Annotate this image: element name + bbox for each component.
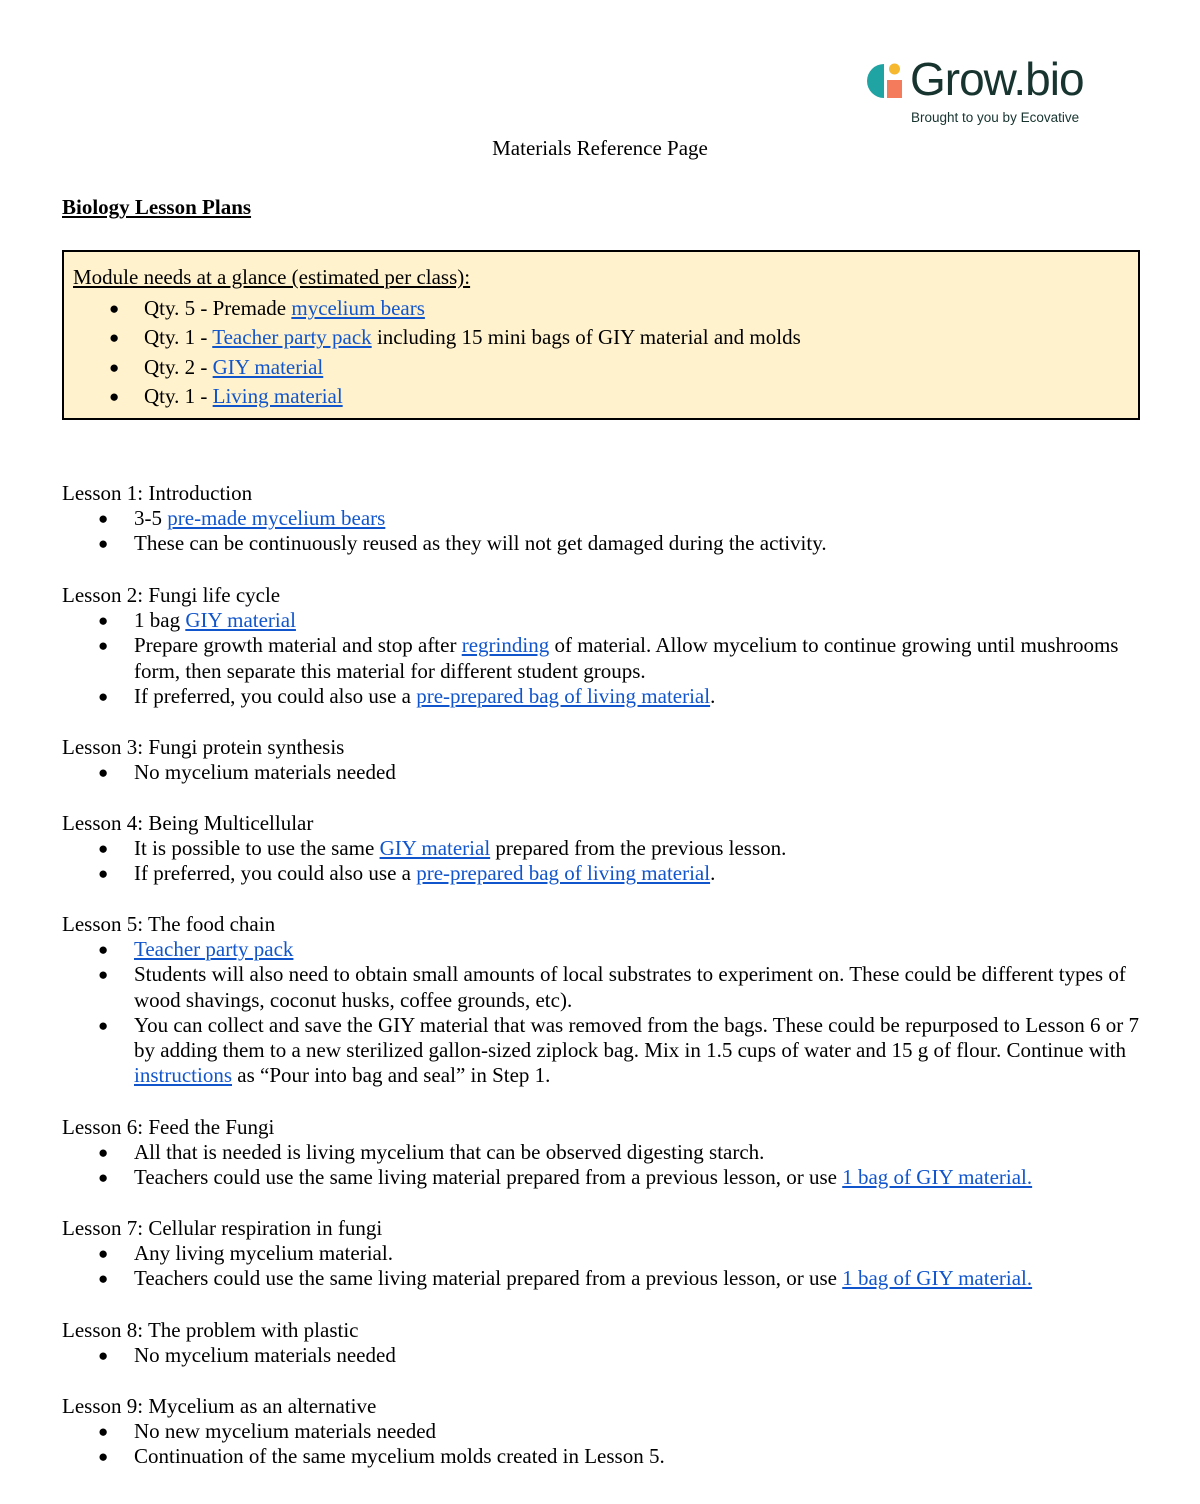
logo-tagline: Brought to you by Ecovative xyxy=(911,110,1080,125)
lesson-title: Lesson 4: Being Multicellular xyxy=(62,811,314,835)
bullet-icon: ● xyxy=(98,763,109,782)
list-item xyxy=(62,1140,1152,1165)
item-text: Students will also need to obtain small amounts of local substrates to experiment on. These could be different types of wood shavings, coconut husks, coffee grounds, etc). xyxy=(134,962,1126,1012)
lesson-7 xyxy=(62,1216,1152,1292)
item-text: These can be continuously reused as they will not get damaged during the activity. xyxy=(134,531,827,556)
bullet-icon: ● xyxy=(98,940,109,959)
list-item xyxy=(62,1343,1152,1368)
growbio-logo-icon xyxy=(866,60,904,102)
bullet-icon: ● xyxy=(109,328,120,348)
resource-link[interactable]: Teacher party pack xyxy=(134,937,294,961)
bullet-icon: ● xyxy=(98,1143,109,1162)
living-material-link[interactable]: Living material xyxy=(212,383,343,408)
lesson-items xyxy=(62,506,1152,557)
list-item xyxy=(62,531,1152,556)
bullet-icon: ● xyxy=(98,1422,109,1441)
list-item xyxy=(62,962,1152,1013)
bullet-icon: ● xyxy=(98,1269,109,1289)
item-text: . xyxy=(710,683,716,708)
lesson-items xyxy=(62,836,1152,887)
bullet-icon: ● xyxy=(98,1447,109,1467)
bullet-icon: ● xyxy=(98,686,109,706)
item-text: 3-5 xyxy=(134,506,168,530)
bullet-icon: ● xyxy=(98,1015,109,1035)
item-text: Continuation of the same mycelium molds created in Lesson 5. xyxy=(134,1444,665,1469)
item-text: Qty. 1 - xyxy=(144,325,213,350)
resource-link[interactable]: 1 bag of GIY material. xyxy=(842,1165,1033,1190)
item-text: Qty. 2 - xyxy=(144,354,213,379)
list-item xyxy=(62,1266,1152,1291)
item-text: All that is needed is living mycelium that can be observed digesting starch. xyxy=(134,1140,765,1164)
lesson-title: Lesson 7: Cellular respiration in fungi xyxy=(62,1216,383,1240)
item-text: Prepare growth material and stop after xyxy=(134,633,462,658)
list-item xyxy=(64,294,801,323)
resource-link[interactable]: GIY material xyxy=(185,608,296,632)
lesson-items xyxy=(62,760,1152,785)
mycelium-bears-link[interactable]: mycelium bears xyxy=(291,296,425,320)
list-item xyxy=(62,608,1152,633)
list-item xyxy=(62,836,1152,861)
bullet-icon: ● xyxy=(98,839,109,858)
list-item xyxy=(62,1013,1152,1089)
item-text: of material. Allow mycelium to continue growing until mushrooms form, then separate this material for different student groups. xyxy=(134,633,1119,683)
item-text: No mycelium materials needed xyxy=(134,760,396,784)
lesson-title: Lesson 9: Mycelium as an alternative xyxy=(62,1394,377,1418)
bullet-icon: ● xyxy=(98,1168,109,1188)
bullet-icon: ● xyxy=(98,509,109,528)
list-item xyxy=(62,1241,1152,1266)
lesson-4 xyxy=(62,811,1152,887)
lesson-items xyxy=(62,937,1152,1089)
list-item xyxy=(62,1165,1152,1190)
item-text: Qty. 5 - Premade xyxy=(144,296,292,320)
item-text: prepared from the previous lesson. xyxy=(490,836,787,860)
item-text: No mycelium materials needed xyxy=(134,1343,396,1367)
list-item xyxy=(62,684,1152,709)
lesson-items xyxy=(62,1419,1152,1470)
teacher-party-pack-link[interactable]: Teacher party pack xyxy=(212,325,372,350)
item-text: Any living mycelium material. xyxy=(134,1241,393,1265)
item-text: . xyxy=(710,861,716,886)
item-text: 1 bag xyxy=(134,608,186,632)
lesson-title: Lesson 5: The food chain xyxy=(62,912,276,936)
list-item xyxy=(62,937,1152,962)
bullet-icon: ● xyxy=(109,357,120,377)
bullet-icon: ● xyxy=(98,864,109,884)
list-item xyxy=(62,861,1152,886)
lesson-items xyxy=(62,1140,1152,1191)
growbio-logo xyxy=(866,53,1126,130)
resource-link[interactable]: pre-made mycelium bears xyxy=(167,506,386,530)
lesson-3 xyxy=(62,735,1152,785)
module-needs-list xyxy=(64,294,801,411)
item-text: Teachers could use the same living material prepared from a previous lesson, or use xyxy=(134,1165,843,1190)
bullet-icon: ● xyxy=(109,386,120,406)
giy-material-link[interactable]: GIY material xyxy=(212,354,324,379)
resource-link[interactable]: 1 bag of GIY material. xyxy=(842,1266,1033,1291)
item-text: including 15 mini bags of GIY material and molds xyxy=(371,325,801,350)
list-item xyxy=(64,353,801,382)
resource-link[interactable]: pre-prepared bag of living material xyxy=(416,683,711,708)
item-text: If preferred, you could also use a xyxy=(134,683,417,708)
item-text: as “Pour into bag and seal” in Step 1. xyxy=(232,1063,551,1088)
logo-wordmark: Grow.bio xyxy=(910,53,1084,105)
lesson-1 xyxy=(62,481,1152,557)
resource-link[interactable]: regrinding xyxy=(461,633,550,658)
list-item xyxy=(62,506,1152,531)
lesson-title: Lesson 6: Feed the Fungi xyxy=(62,1115,275,1139)
list-item xyxy=(62,633,1152,684)
resource-link[interactable]: pre-prepared bag of living material xyxy=(416,861,711,886)
item-text: If preferred, you could also use a xyxy=(134,861,417,886)
lesson-6 xyxy=(62,1115,1152,1191)
resource-link[interactable]: instructions xyxy=(134,1063,232,1088)
lesson-items xyxy=(62,1241,1152,1292)
bullet-icon: ● xyxy=(98,534,109,554)
page-title: Materials Reference Page xyxy=(492,136,708,160)
item-text: Teachers could use the same living material prepared from a previous lesson, or use xyxy=(134,1266,843,1291)
lesson-8 xyxy=(62,1318,1152,1368)
lesson-title: Lesson 2: Fungi life cycle xyxy=(62,583,281,607)
lesson-title: Lesson 8: The problem with plastic xyxy=(62,1318,359,1342)
resource-link[interactable]: GIY material xyxy=(379,836,491,860)
bullet-icon: ● xyxy=(98,965,109,985)
item-text: You can collect and save the GIY material that was removed from the bags. These could be repurposed to Lesson 6 or 7 by adding them to a new sterilized gallon-sized ziplock bag. Mix in 1.5 cups of water and 15 g of flour. Continue with xyxy=(134,1012,1139,1063)
list-item xyxy=(62,1419,1152,1444)
list-item xyxy=(62,1444,1152,1469)
lesson-9 xyxy=(62,1394,1152,1470)
lesson-title: Lesson 1: Introduction xyxy=(62,481,253,505)
item-text: Qty. 1 - xyxy=(144,383,213,408)
item-text: It is possible to use the same xyxy=(134,836,380,860)
lesson-items xyxy=(62,608,1152,709)
bullet-icon: ● xyxy=(98,1244,109,1263)
list-item xyxy=(64,323,801,352)
bullet-icon: ● xyxy=(109,299,120,318)
bullet-icon: ● xyxy=(98,611,109,630)
section-heading: Biology Lesson Plans xyxy=(62,195,252,219)
list-item xyxy=(62,760,1152,785)
item-text: No new mycelium materials needed xyxy=(134,1419,437,1443)
module-needs-title: Module needs at a glance (estimated per class): xyxy=(73,265,471,289)
lesson-5 xyxy=(62,912,1152,1089)
bullet-icon: ● xyxy=(98,636,109,656)
lesson-title: Lesson 3: Fungi protein synthesis xyxy=(62,735,345,759)
bullet-icon: ● xyxy=(98,1346,109,1365)
list-item xyxy=(64,382,801,411)
module-needs-box xyxy=(62,250,1140,420)
lesson-items xyxy=(62,1343,1152,1368)
lesson-2 xyxy=(62,583,1152,709)
